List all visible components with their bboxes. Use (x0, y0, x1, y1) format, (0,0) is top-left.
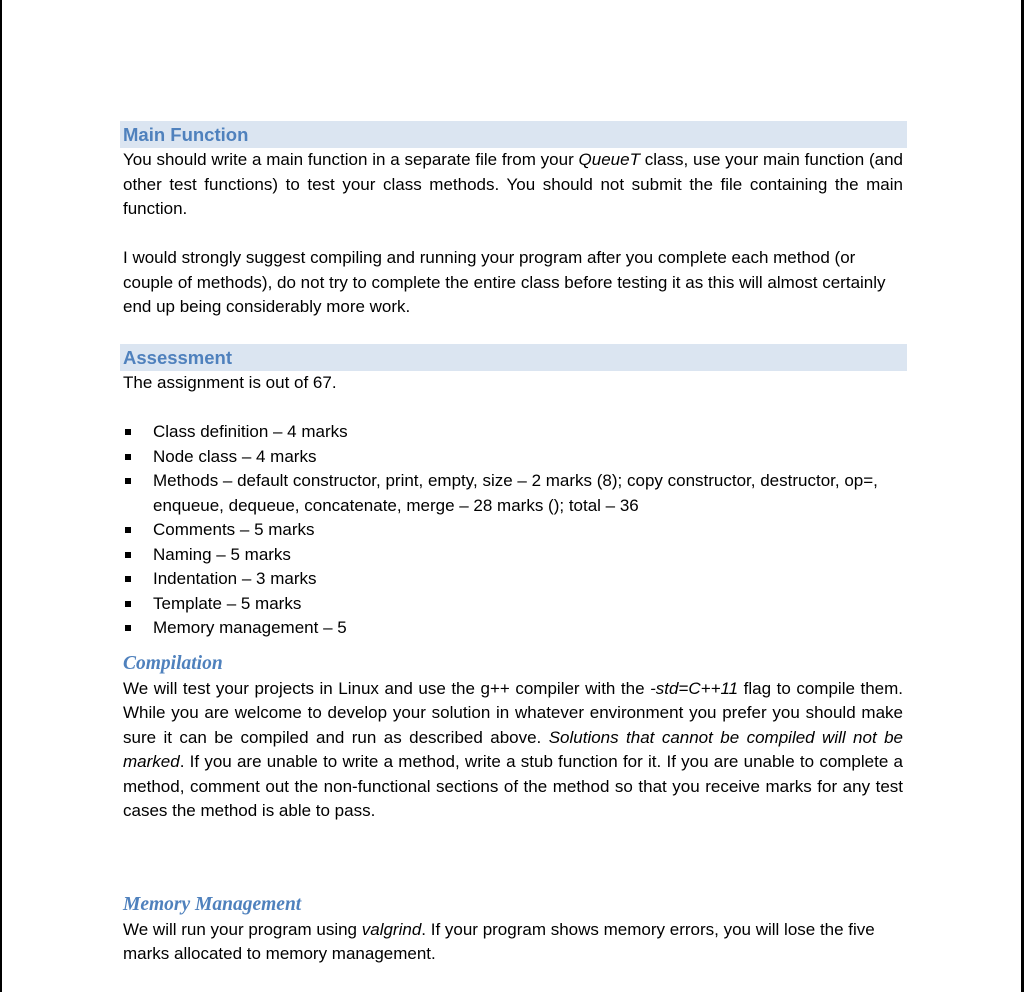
valgrind-tool: valgrind (361, 919, 422, 939)
assessment-intro: The assignment is out of 67. (123, 373, 337, 392)
list-item (123, 543, 903, 568)
list-item-text: Template – 5 marks (153, 593, 302, 613)
spacer (123, 320, 903, 345)
bullet-icon (125, 601, 131, 607)
spacer (123, 222, 903, 247)
list-item-text: Methods – default constructor, print, empty, size – 2 marks (8); copy constructor, destructor, op=, enqueue, dequeue, concatenate, merge – 28 marks (); total – 36 (153, 471, 878, 515)
marks-list (123, 420, 903, 641)
queuet-class-name: QueueT (578, 150, 640, 169)
list-item (123, 616, 903, 641)
bullet-icon (125, 454, 131, 460)
main-function-paragraph-2: I would strongly suggest compiling and running your program after you complete each method (or couple of methods), do not try to complete the entire class before testing it as this will almost certainly end up being considerably more work. (123, 248, 886, 316)
list-item-text: Naming – 5 marks (153, 544, 291, 564)
list-item (123, 420, 903, 445)
document-body (123, 121, 903, 967)
main-function-heading: Main Function (120, 121, 907, 148)
spacer (123, 824, 903, 892)
compilation-warning: Solutions that cannot be compiled will not be marked (123, 727, 904, 771)
main-function-text-a: You should write a main function in a separate file from your (123, 150, 579, 169)
bullet-icon (125, 478, 131, 484)
list-item (123, 567, 903, 592)
bullet-icon (125, 625, 131, 631)
assessment-heading: Assessment (120, 344, 907, 371)
memory-text-b: . If your program shows memory errors, you will lose the five marks allocated to memory management. (123, 919, 875, 963)
list-item-text: Indentation – 3 marks (153, 569, 317, 588)
compilation-text-b: flag to compile them. While you are welcome to develop your solution in whatever environment you prefer you should make sure it can be compiled and run as described above. (123, 678, 903, 747)
list-item (123, 592, 903, 617)
bullet-icon (125, 527, 131, 533)
compilation-text-c: . If you are unable to write a method, write a stub function for it. If you are unable to complete a method, comment out the non-functional sections of the method so that you receive marks for any test cases the method is able to pass. (123, 752, 903, 820)
main-function-text-b: class, use your main function (and other test functions) to test your class methods. You should not submit the file containing the main function. (123, 150, 903, 218)
list-item-text: Memory management – 5 (153, 618, 347, 637)
memory-management-paragraph (123, 918, 903, 967)
spacer (123, 641, 903, 651)
list-item-text: Class definition – 4 marks (153, 422, 348, 441)
memory-text-a: We will run your program using (123, 919, 362, 939)
bullet-icon (125, 429, 131, 435)
compilation-paragraph (123, 677, 903, 824)
list-item (123, 445, 903, 470)
spacer (123, 396, 903, 421)
list-item (123, 518, 903, 543)
compilation-text-a: We will test your projects in Linux and use the g++ compiler with the (123, 678, 651, 698)
memory-management-heading: Memory Management (123, 893, 302, 915)
bullet-icon (125, 552, 131, 558)
compilation-heading: Compilation (123, 652, 223, 674)
page-left-edge (0, 0, 2, 992)
main-function-paragraph-1 (123, 148, 903, 222)
list-item (123, 469, 903, 518)
list-item-text: Comments – 5 marks (153, 520, 315, 539)
compiler-flag: -std=C++11 (650, 678, 739, 698)
bullet-icon (125, 576, 131, 582)
list-item-text: Node class – 4 marks (153, 446, 317, 466)
